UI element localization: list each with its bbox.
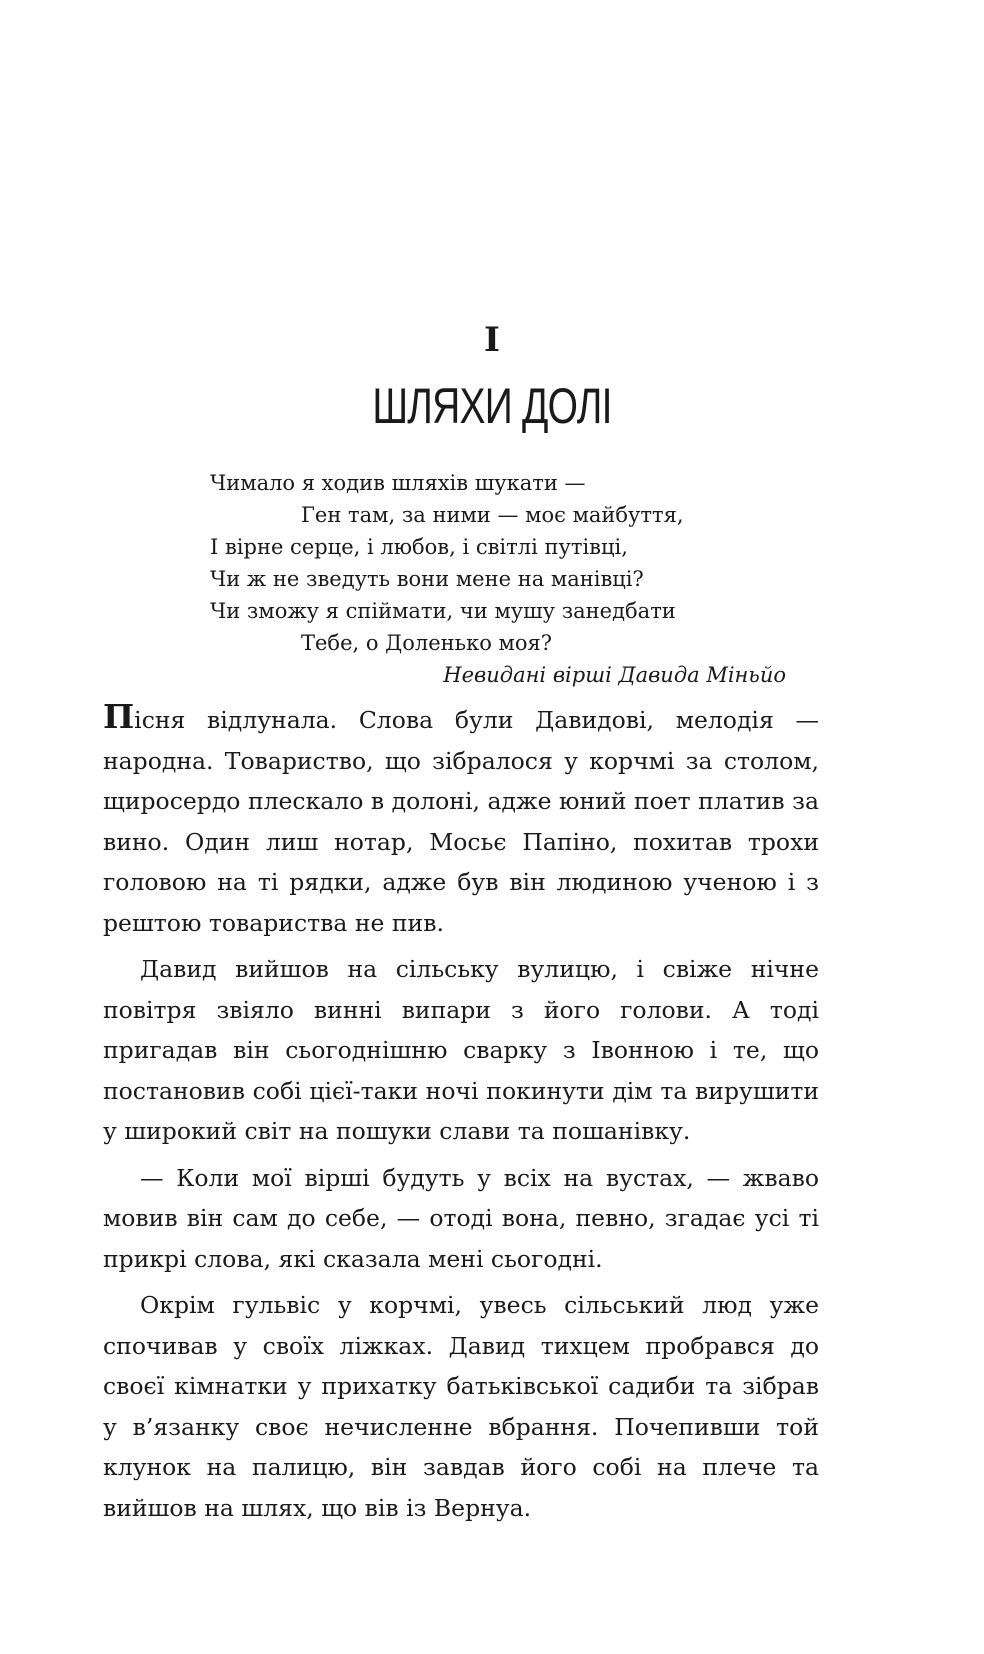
epigraph-attribution: Невидані вірші Давида Міньйо — [443, 663, 786, 687]
paragraph-1-text: існя відлунала. Слова були Давидові, мелодія — народна. Товариство, що зібралося у корчмі за столом, щиросердо плескало в долоні, адже юний поет платив за вино. Один лиш нотар, Мосьє Папіно, похитав трохи головою на ті рядки, адже був він людиною ученою і з рештою товариства не пив. — [103, 706, 819, 937]
epigraph-line: Чи ж не зведуть вони мене на манівці? — [210, 567, 644, 591]
chapter-title: ШЛЯХИ ДОЛІ — [372, 378, 612, 434]
paragraph-3: — Коли мої вірші будуть у всіх на вустах, — жваво мовив він сам до себе, — отоді вона, певно, згадає усі ті прикрі слова, які сказала мені сьогодні. — [103, 1163, 819, 1273]
epigraph-line: Чи зможу я спіймати, чи мушу занедбати — [210, 599, 676, 623]
epigraph-line: Тебе, о Доленько моя? — [301, 631, 553, 655]
epigraph-line: Чимало я ходив шляхів шукати — — [210, 471, 586, 495]
epigraph-line: І вірне серце, і любов, і світлі путівці, — [210, 535, 628, 559]
epigraph — [210, 467, 790, 691]
chapter-number: I — [484, 320, 500, 360]
paragraph-2: Давид вийшов на сільську вулицю, і свіже нічне повітря звіяло винні випари з його голови. А тоді пригадав він сьогоднішню сварку з Івонною і те, що постановив собі цієї-таки ночі покинути дім та вирушити у широкий світ на пошуки слави та пошанівку. — [103, 955, 819, 1145]
drop-cap: П — [103, 697, 135, 736]
chapter-body — [103, 697, 819, 1534]
paragraph-4: Окрім гульвіс у корчмі, увесь сільський люд уже спочивав у своїх ліжках. Давид тихцем пробрався до своєї кімнатки у прихатку батьківської садиби та зібрав у в’язанку своє нечисленне вбрання. Почепивши той клунок на палицю, він завдав його собі на плече та вийшов на шлях, що вів із Вернуа. — [103, 1291, 819, 1522]
epigraph-line: Ген там, за ними — моє майбуття, — [301, 503, 684, 527]
paragraph-1 — [103, 697, 819, 943]
